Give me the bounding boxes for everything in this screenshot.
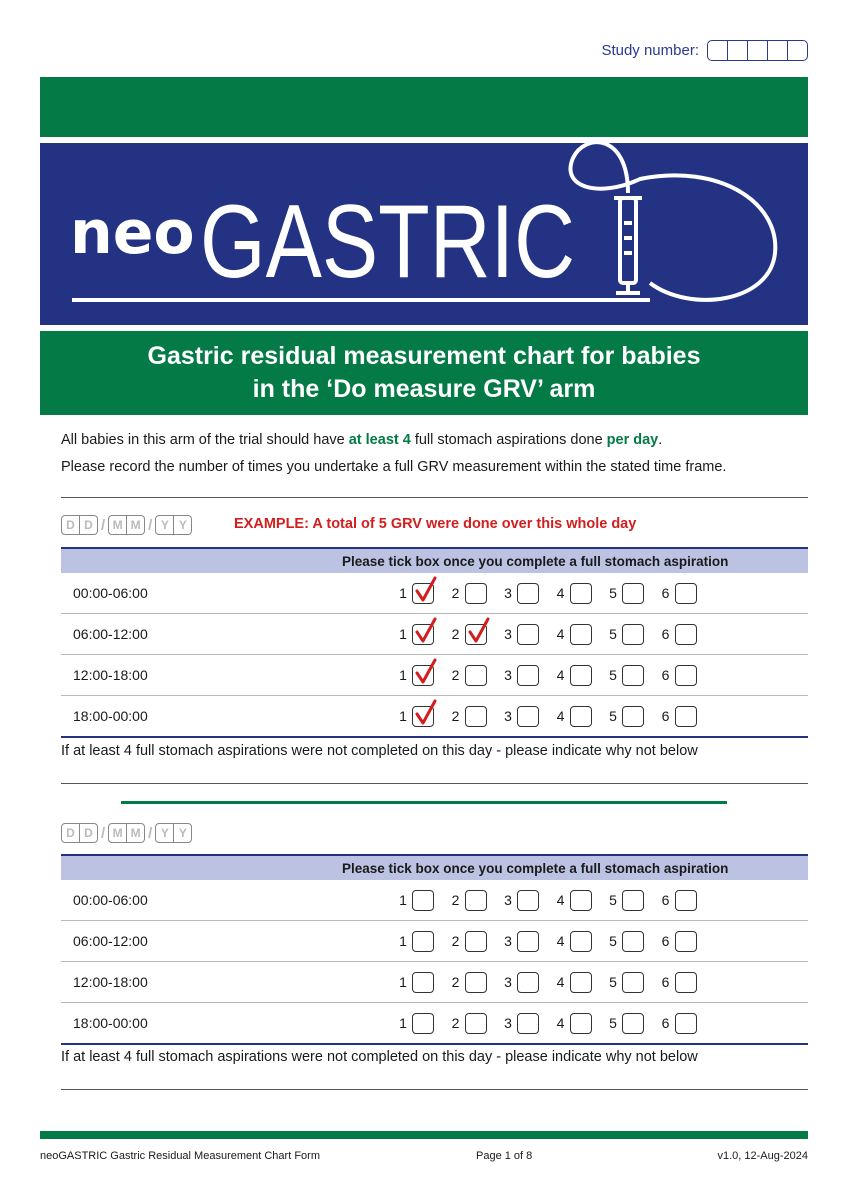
aspiration-checkbox[interactable] (412, 624, 434, 645)
tick-item (606, 972, 659, 993)
tick-number: 6 (661, 892, 670, 908)
tick-item (396, 972, 449, 993)
tick-number: 1 (399, 708, 407, 724)
table-row (61, 696, 808, 738)
aspiration-checkbox[interactable] (465, 706, 487, 727)
banner-top-stripe (40, 77, 808, 137)
page-title (40, 331, 808, 415)
reason-note: If at least 4 full stomach aspirations were not completed on this day - please indicate why not below (61, 1049, 698, 1065)
tick-number: 5 (609, 667, 617, 683)
aspiration-checkbox[interactable] (412, 972, 434, 993)
check-icon (414, 658, 438, 686)
aspiration-checkbox[interactable] (622, 972, 644, 993)
time-slot-label: 12:00-18:00 (73, 667, 148, 683)
aspiration-checkbox[interactable] (465, 1013, 487, 1034)
tick-number: 2 (451, 708, 460, 724)
aspiration-checkbox[interactable] (675, 706, 697, 727)
aspiration-checkbox[interactable] (465, 931, 487, 952)
divider (61, 497, 808, 498)
tick-item (606, 931, 659, 952)
table-row (61, 921, 808, 962)
aspiration-checkbox[interactable] (412, 583, 434, 604)
aspiration-checkbox[interactable] (675, 665, 697, 686)
aspiration-checkbox[interactable] (570, 1013, 592, 1034)
tick-item (606, 583, 659, 604)
tick-item (449, 706, 502, 727)
tick-number: 2 (451, 585, 460, 601)
tick-item (501, 624, 554, 645)
tick-item (396, 931, 449, 952)
logo-neo-text: neo (70, 198, 195, 268)
date-day[interactable]: D D (61, 515, 98, 535)
tick-item (606, 890, 659, 911)
aspiration-checkbox[interactable] (465, 665, 487, 686)
aspiration-checkbox[interactable] (517, 931, 539, 952)
tube-loop-icon (571, 143, 776, 300)
date-field[interactable]: D D / M M / Y Y (61, 515, 192, 535)
tick-number: 3 (504, 667, 512, 683)
tick-item (449, 583, 502, 604)
check-icon (414, 699, 438, 727)
study-number-box[interactable] (727, 41, 747, 60)
tick-item (659, 1013, 712, 1034)
aspiration-checkbox[interactable] (570, 624, 592, 645)
tick-boxes (396, 890, 711, 911)
aspiration-checkbox[interactable] (412, 665, 434, 686)
tick-item (449, 624, 502, 645)
tick-item (659, 583, 712, 604)
tick-number: 4 (556, 892, 565, 908)
tick-number: 4 (556, 626, 565, 642)
study-number-box[interactable] (787, 41, 807, 60)
aspiration-table-example (61, 547, 808, 738)
table-header: Please tick box once you complete a full stomach aspiration (61, 547, 808, 573)
intro-highlight-min: at least 4 (348, 432, 411, 448)
tick-number: 6 (661, 585, 670, 601)
tick-number: 1 (399, 892, 407, 908)
aspiration-checkbox[interactable] (517, 1013, 539, 1034)
date-field[interactable]: D D / M M / Y Y (61, 823, 192, 843)
table-row (61, 655, 808, 696)
aspiration-checkbox[interactable] (570, 706, 592, 727)
section-divider (121, 801, 727, 804)
tick-number: 2 (451, 1015, 460, 1031)
tick-item (659, 665, 712, 686)
tick-number: 2 (451, 626, 460, 642)
aspiration-checkbox[interactable] (622, 583, 644, 604)
tick-boxes (396, 583, 711, 604)
tick-number: 6 (661, 708, 670, 724)
aspiration-checkbox[interactable] (675, 890, 697, 911)
tick-number: 6 (661, 974, 670, 990)
aspiration-checkbox[interactable] (570, 931, 592, 952)
intro-text: All babies in this arm of the trial should have (61, 432, 349, 448)
check-icon (414, 576, 438, 604)
aspiration-checkbox[interactable] (517, 624, 539, 645)
aspiration-checkbox[interactable] (465, 624, 487, 645)
tick-item (659, 706, 712, 727)
tick-number: 3 (504, 708, 512, 724)
example-note: EXAMPLE: A total of 5 GRV were done over this whole day (234, 516, 637, 532)
tick-number: 4 (556, 585, 565, 601)
study-number-label: Study number: (601, 42, 699, 59)
aspiration-checkbox[interactable] (675, 1013, 697, 1034)
tick-item (659, 972, 712, 993)
aspiration-checkbox[interactable] (622, 1013, 644, 1034)
tick-item (449, 665, 502, 686)
tick-number: 3 (504, 892, 512, 908)
tick-item (501, 583, 554, 604)
footer-page-number: Page 1 of 8 (476, 1150, 533, 1162)
tick-number: 1 (399, 626, 407, 642)
tick-boxes (396, 972, 711, 993)
table-row (61, 573, 808, 614)
time-slot-label: 12:00-18:00 (73, 974, 148, 990)
tick-item (554, 706, 607, 727)
page-title-line2: in the ‘Do measure GRV’ arm (252, 375, 596, 403)
tick-item (501, 1013, 554, 1034)
tick-number: 5 (609, 585, 617, 601)
study-number-box[interactable] (708, 41, 727, 60)
aspiration-checkbox[interactable] (622, 624, 644, 645)
aspiration-checkbox[interactable] (675, 624, 697, 645)
tick-number: 6 (661, 626, 670, 642)
aspiration-checkbox[interactable] (570, 583, 592, 604)
tick-item (396, 706, 449, 727)
aspiration-checkbox[interactable] (412, 706, 434, 727)
time-slot-label: 18:00-00:00 (73, 1015, 148, 1031)
reason-line[interactable] (61, 783, 808, 784)
syringe-icon (614, 198, 642, 295)
reason-note: If at least 4 full stomach aspirations were not completed on this day - please indicate why not below (61, 743, 698, 759)
date-month[interactable]: M M (108, 515, 145, 535)
table-row (61, 1003, 808, 1045)
aspiration-checkbox[interactable] (412, 931, 434, 952)
tick-number: 6 (661, 933, 670, 949)
date-month[interactable]: M M (108, 823, 145, 843)
tick-number: 4 (556, 933, 565, 949)
tick-number: 3 (504, 585, 512, 601)
aspiration-checkbox[interactable] (570, 890, 592, 911)
tick-number: 1 (399, 1015, 407, 1031)
tick-item (606, 624, 659, 645)
aspiration-checkbox[interactable] (517, 706, 539, 727)
tick-item (606, 665, 659, 686)
tick-number: 5 (609, 892, 617, 908)
tick-item (659, 931, 712, 952)
tick-item (554, 665, 607, 686)
tick-number: 6 (661, 1015, 670, 1031)
aspiration-checkbox[interactable] (570, 972, 592, 993)
intro-line2: Please record the number of times you undertake a full GRV measurement within the stated time frame. (61, 459, 727, 475)
tick-item (449, 931, 502, 952)
tick-number: 3 (504, 974, 512, 990)
date-year[interactable]: Y Y (155, 823, 192, 843)
time-slot-label: 06:00-12:00 (73, 933, 148, 949)
time-slot-label: 18:00-00:00 (73, 708, 148, 724)
tick-number: 1 (399, 974, 407, 990)
tick-number: 4 (556, 1015, 565, 1031)
intro-highlight-day: per day (606, 432, 659, 448)
tick-number: 1 (399, 933, 407, 949)
tick-item (396, 665, 449, 686)
tick-number: 3 (504, 933, 512, 949)
aspiration-checkbox[interactable] (675, 931, 697, 952)
check-icon (414, 617, 438, 645)
tick-item (659, 890, 712, 911)
tick-item (449, 972, 502, 993)
aspiration-checkbox[interactable] (570, 665, 592, 686)
tick-item (554, 624, 607, 645)
tick-boxes (396, 1013, 711, 1034)
study-number (601, 40, 808, 61)
tick-item (554, 890, 607, 911)
tick-number: 4 (556, 974, 565, 990)
date-year[interactable]: Y Y (155, 515, 192, 535)
logo-gastric-text: GASTRIC (200, 184, 575, 300)
aspiration-checkbox[interactable] (412, 1013, 434, 1034)
intro-text: . (658, 432, 663, 448)
tick-number: 5 (609, 974, 617, 990)
tick-item (396, 1013, 449, 1034)
tick-boxes (396, 931, 711, 952)
tick-item (554, 972, 607, 993)
tick-number: 2 (451, 892, 460, 908)
aspiration-checkbox[interactable] (622, 665, 644, 686)
tick-item (606, 706, 659, 727)
aspiration-checkbox[interactable] (622, 931, 644, 952)
date-day[interactable]: D D (61, 823, 98, 843)
tick-number: 5 (609, 933, 617, 949)
intro-text: full stomach aspirations done (410, 432, 607, 448)
tick-item (396, 624, 449, 645)
reason-line[interactable] (61, 1089, 808, 1090)
time-slot-label: 06:00-12:00 (73, 626, 148, 642)
tick-item (396, 890, 449, 911)
tick-number: 4 (556, 667, 565, 683)
tick-item (501, 706, 554, 727)
aspiration-checkbox[interactable] (517, 972, 539, 993)
intro-line1 (61, 432, 662, 448)
footer-version: v1.0, 12-Aug-2024 (717, 1150, 808, 1162)
tick-number: 1 (399, 667, 407, 683)
tick-number: 4 (556, 708, 565, 724)
tick-item (554, 1013, 607, 1034)
tick-number: 2 (451, 933, 460, 949)
tick-number: 3 (504, 626, 512, 642)
aspiration-checkbox[interactable] (465, 890, 487, 911)
aspiration-checkbox[interactable] (675, 583, 697, 604)
tick-item (554, 583, 607, 604)
tick-number: 6 (661, 667, 670, 683)
tick-number: 3 (504, 1015, 512, 1031)
time-slot-label: 00:00-06:00 (73, 585, 148, 601)
tick-item (554, 931, 607, 952)
aspiration-table (61, 854, 808, 1045)
page-title-line1: Gastric residual measurement chart for babies (147, 342, 701, 370)
aspiration-checkbox[interactable] (517, 890, 539, 911)
aspiration-checkbox[interactable] (465, 583, 487, 604)
tick-boxes (396, 706, 711, 727)
aspiration-checkbox[interactable] (622, 706, 644, 727)
study-number-box[interactable] (747, 41, 767, 60)
table-row (61, 962, 808, 1003)
footer-bar (40, 1131, 808, 1139)
tick-boxes (396, 665, 711, 686)
aspiration-checkbox[interactable] (517, 583, 539, 604)
tick-item (501, 665, 554, 686)
footer-form-name: neoGASTRIC Gastric Residual Measurement Chart Form (40, 1150, 320, 1162)
aspiration-checkbox[interactable] (675, 972, 697, 993)
tick-boxes (396, 624, 711, 645)
tick-item (449, 1013, 502, 1034)
tick-item (606, 1013, 659, 1034)
aspiration-checkbox[interactable] (517, 665, 539, 686)
tick-number: 2 (451, 667, 460, 683)
table-row (61, 880, 808, 921)
tick-number: 5 (609, 626, 617, 642)
neogastric-logo (40, 143, 808, 325)
tick-number: 2 (451, 974, 460, 990)
time-slot-label: 00:00-06:00 (73, 892, 148, 908)
aspiration-checkbox[interactable] (622, 890, 644, 911)
tick-item (449, 890, 502, 911)
table-row (61, 614, 808, 655)
study-number-boxes[interactable] (707, 40, 808, 61)
tick-item (659, 624, 712, 645)
aspiration-checkbox[interactable] (465, 972, 487, 993)
tick-item (501, 890, 554, 911)
study-number-box[interactable] (767, 41, 787, 60)
aspiration-checkbox[interactable] (412, 890, 434, 911)
table-header: Please tick box once you complete a full stomach aspiration (61, 854, 808, 880)
tick-number: 5 (609, 708, 617, 724)
tick-number: 5 (609, 1015, 617, 1031)
tick-item (501, 931, 554, 952)
tick-item (501, 972, 554, 993)
check-icon (467, 617, 491, 645)
tick-item (396, 583, 449, 604)
logo-banner (40, 143, 808, 325)
tick-number: 1 (399, 585, 407, 601)
